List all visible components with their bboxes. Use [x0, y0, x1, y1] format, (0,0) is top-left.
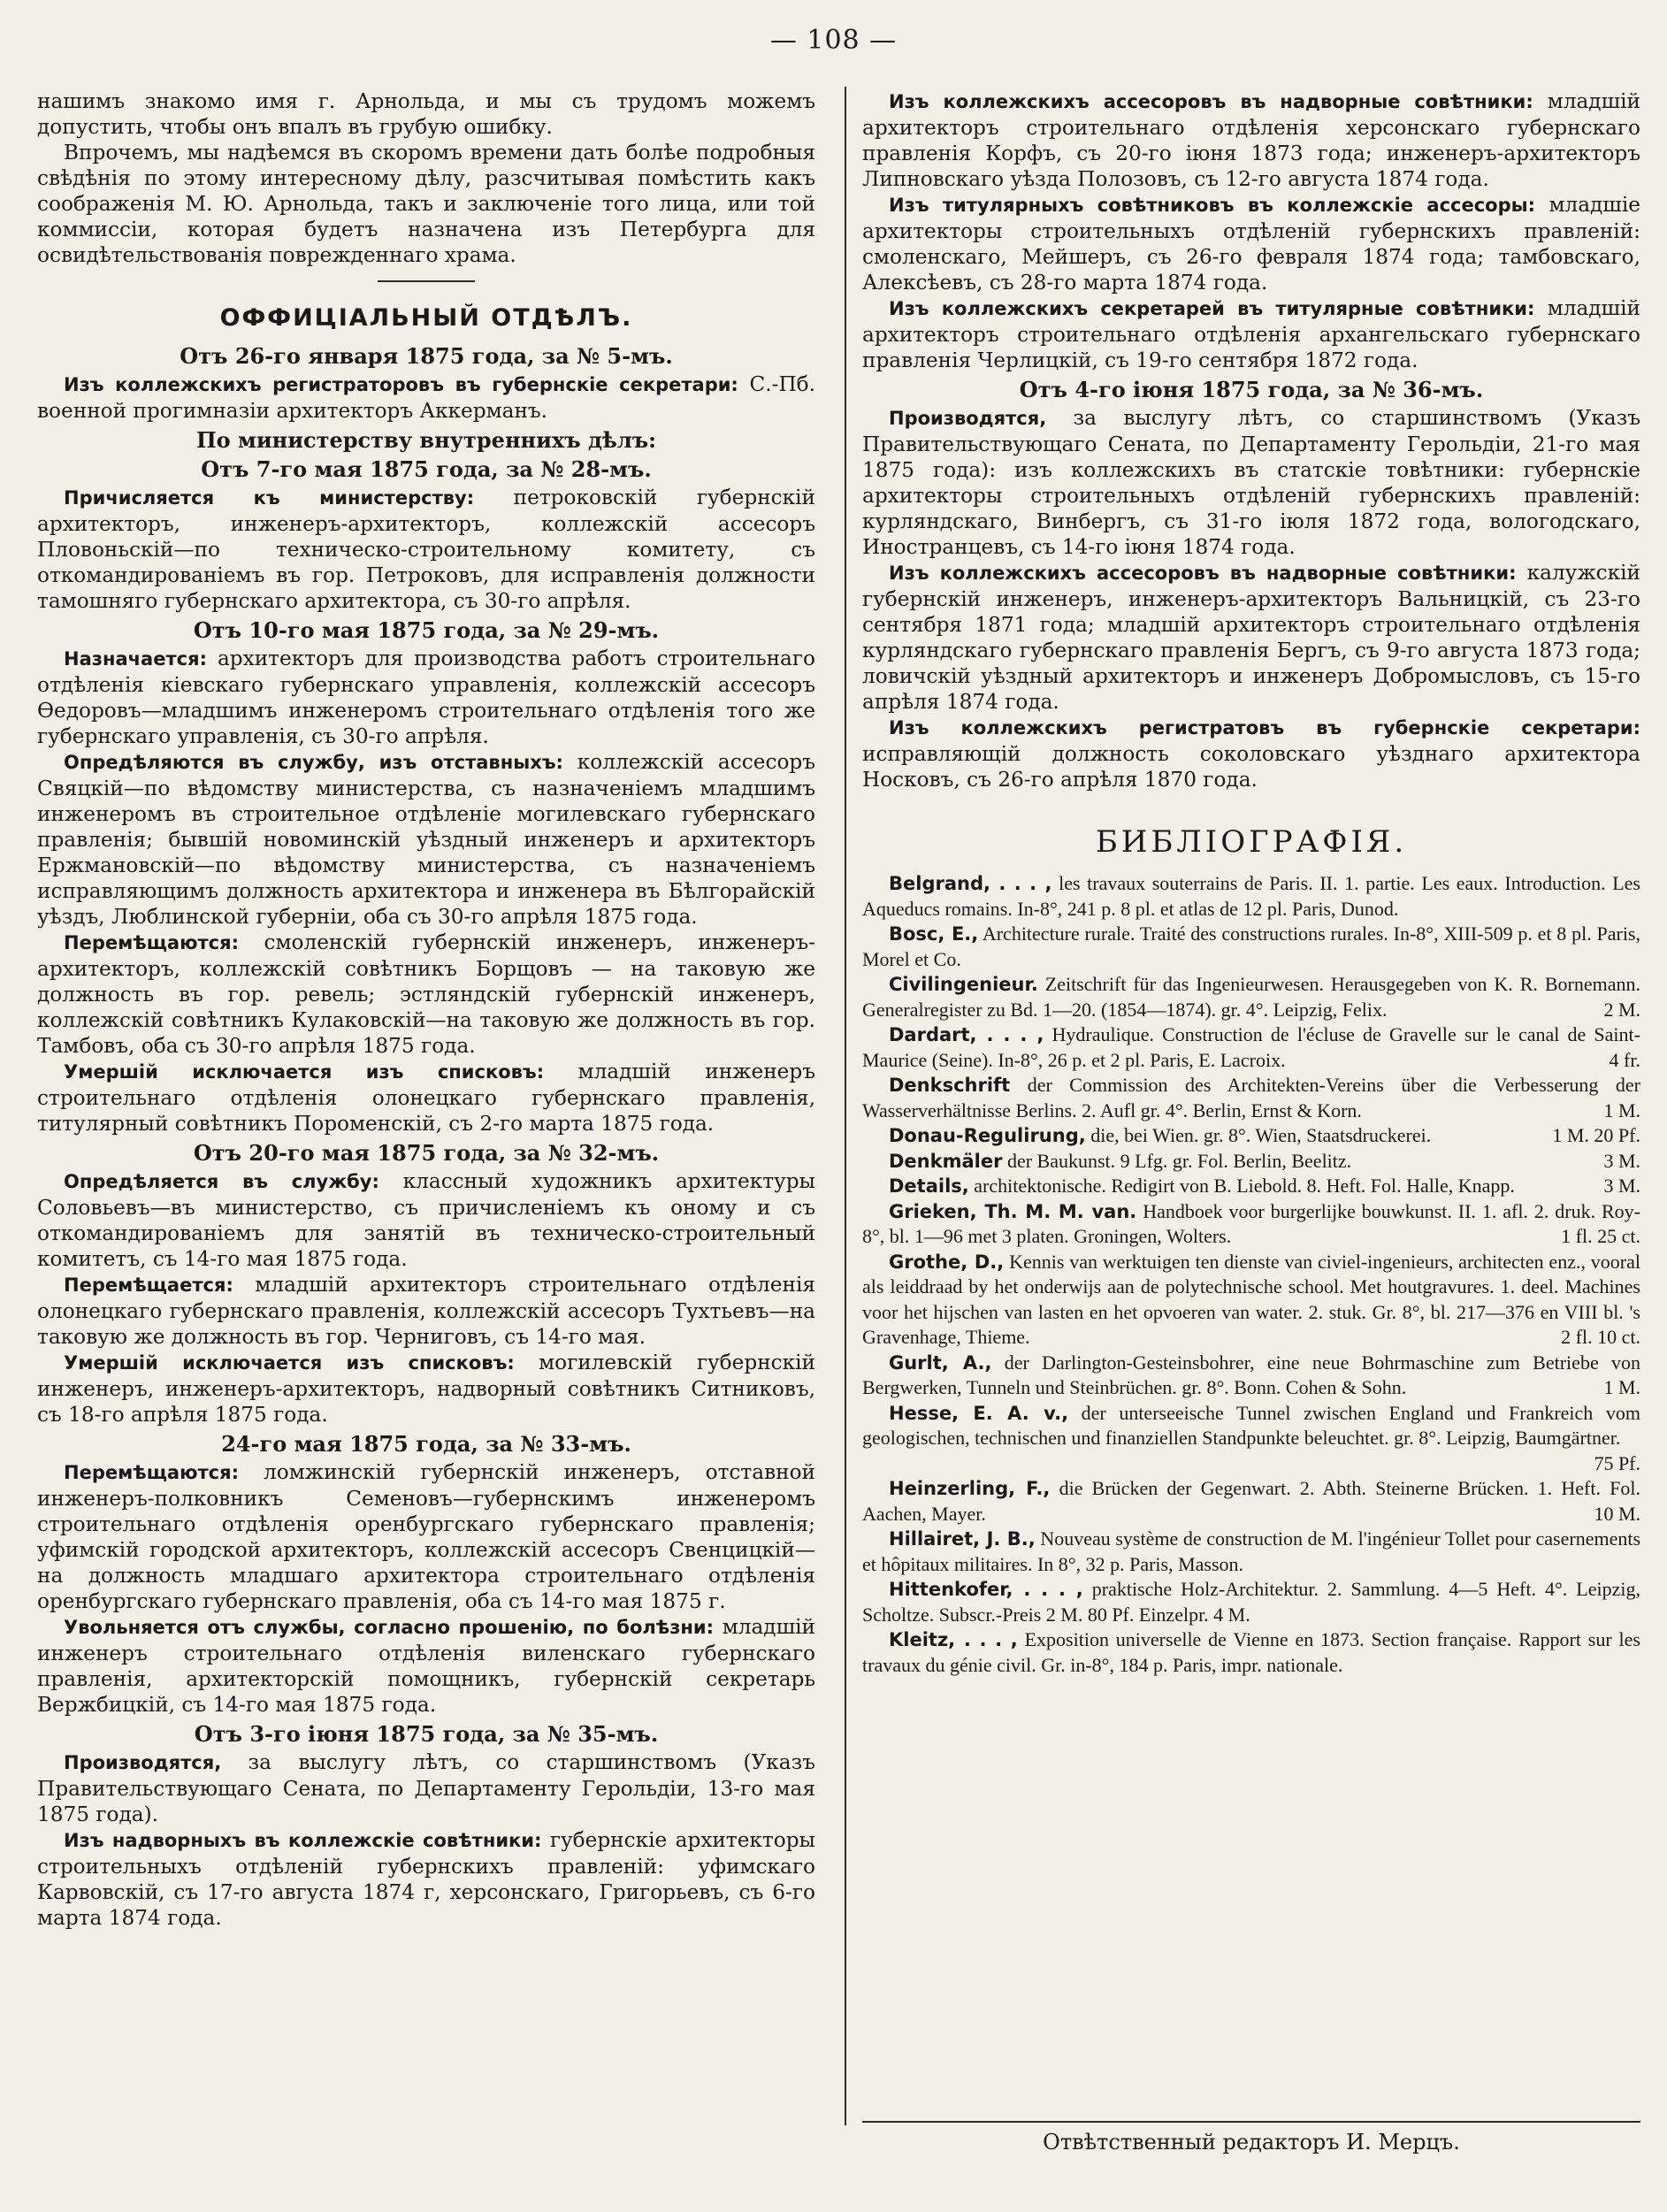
order-paragraph [862, 560, 1640, 715]
bibliography-author: Dardart, . . . , [889, 1024, 1044, 1045]
order-heading: Отъ 26-го января 1875 года, за № 5-мъ. [180, 343, 673, 369]
paragraph-text: могилевскій губернскій инженеръ, инженеръ-архитекторъ, надворный совѣтникъ Ситниковъ, съ 18-го апрѣля 1875 года. [37, 1351, 815, 1427]
bibliography-entry [862, 1199, 1640, 1250]
paragraph-text: классный художникъ архитектуры Соловьевъ—въ министерство, съ причисленіемъ къ оному и съ откомандированіемъ для занятій въ техническо-строительный комитетъ, съ 14-го мая 1875 года. [37, 1169, 815, 1271]
bibliography-text: Handboek voor burgerlijke bouwkunst. II. 1. afl. 2. druk. Roy-8°, bl. 1—96 met 3 platen. Groningen, Wolters. [862, 1199, 1641, 1247]
paragraph-lead: Изъ коллежскихъ ассесоровъ въ надворные совѣтники: [889, 563, 1517, 584]
bibliography-text: Hydraulique. Construction de l'écluse de Gravelle sur le canal de Saint-Maurice (Seine). In-8°, 26 p. et 2 pl. Paris, E. Lacroix. [862, 1023, 1640, 1071]
bibliography-price: 1 M. 20 Pf. [1552, 1124, 1640, 1146]
paragraph-lead: Умершій исключается изъ списковъ: [64, 1061, 545, 1083]
paragraph-lead: Опредѣляется въ службу: [64, 1171, 379, 1192]
paragraph-lead: Умершій исключается изъ списковъ: [64, 1352, 515, 1374]
bibliography-author: Hillairet, J. B., [889, 1528, 1036, 1550]
bibliography-price: 1 fl. 25 ct. [1561, 1225, 1640, 1247]
bibliography-author: Denkmäler [889, 1150, 1003, 1172]
bibliography-price: 10 M. [1594, 1502, 1640, 1525]
paragraph-lead: Изъ надворныхъ въ коллежскіе совѣтники: [64, 1830, 542, 1851]
order-paragraph [37, 1614, 815, 1718]
bibliography-entry [862, 1476, 1640, 1527]
bibliography-text: Nouveau système de construction de M. l'ingénieur Tollet pour casernements et hôpitaux militaires. In 8°, 32 p. Paris, Masson. [862, 1527, 1641, 1575]
order-paragraph [862, 405, 1640, 560]
bibliography-price: 3 M. [1603, 1149, 1640, 1172]
paragraph-text: младшіе архитекторы строительныхъ отдѣленій губернскихъ правленій: смоленскаго, Мейшеръ, съ 26-го февраля 1874 года; тамбовскаго, Алексѣевъ, съ 28-го марта 1874 года. [862, 193, 1641, 295]
order-heading: Отъ 10-го мая 1875 года, за № 29-мъ. [193, 617, 660, 643]
paragraph-text: смоленскій губернскій инженеръ, инженеръ-архитекторъ, коллежскій совѣтникъ Борщовъ — на таковую же должность въ гор. ревель; эстляндскій губернскій инженеръ, коллежскій совѣтникъ Кулаковскій—на таковую же должность въ гор. Тамбовъ, оба съ 30-го апрѣля 1875 года. [37, 930, 815, 1058]
bibliography-text: der Baukunst. 9 Lfg. gr. Fol. Berlin, Beelitz. [1002, 1149, 1352, 1172]
order-paragraph [862, 88, 1640, 192]
bibliography-entry [862, 1123, 1640, 1149]
order-heading: Отъ 7-го мая 1875 года, за № 28-мъ. [201, 456, 652, 482]
bibliography-price: 3 M. [1603, 1175, 1640, 1197]
bibliography-entry [862, 1527, 1640, 1577]
bibliography-text: Kennis van werktuigen ten dienste van civiel-ingenieurs, architecten enz., vooral als leiddraad by het onderwijs aan de polytechnische school. Met houtgravures. 1. deel. Machines voor het hijschen van lasten en het opvoeren van water. 2. stuk. Gr. 8°, bl. 217—376 en VIII bl. 's Gravenhage, Thieme. [862, 1250, 1640, 1348]
order-paragraph [37, 749, 815, 930]
bibliography-text: Architecture rurale. Traité des constructions rurales. In-8°, XIII-509 p. et 8 pl. Paris, Morel et Co. [862, 922, 1640, 970]
bibliography-author: Kleitz, . . . , [889, 1629, 1018, 1650]
bibliography-text: der Darlington-Gesteinsbohrer, eine neue Bohrmaschine zum Betriebe von Bergwerken, Tunneln und Steinbrüchen. gr. 8°. Bonn. Cohen & Sohn. [862, 1351, 1640, 1398]
bibliography-text: Zeitschrift für das Ingenieurwesen. Herausgegeben von K. R. Bornemann. Generalregister zu Bd. 1—20. (1854—1874). gr. 4°. Leipzig, Felix. [862, 973, 1640, 1021]
right-column [862, 88, 1640, 1678]
paragraph-text: архитекторъ для производства работъ строительнаго отдѣленія кіевскаго губернскаго управленія, коллежскій ассесоръ Өедоровъ—младшимъ инженеромъ строительнаго отдѣленія того же губернскаго управленія, съ 30-го апрѣля. [37, 647, 815, 748]
bibliography-author: Grothe, D., [889, 1251, 1005, 1273]
order-paragraph [37, 1272, 815, 1350]
bibliography-text: Exposition universelle de Vienne en 1873. Section française. Rapport sur les travaux du génie civil. Gr. in-8°, 184 p. Paris, impr. nationale. [862, 1628, 1640, 1676]
section-title: ОФФИЦІАЛЬНЫЙ ОТДѢЛЪ. [219, 304, 633, 332]
order-paragraph [37, 485, 815, 614]
paragraph-lead: Производятся, [889, 408, 1047, 429]
bibliography-entry [862, 1250, 1640, 1351]
order-paragraph [37, 1827, 815, 1931]
bibliography-author: Hittenkofer, . . . , [889, 1579, 1083, 1600]
left-blocks [37, 343, 815, 1931]
paragraph-text: коллежскій ассесоръ Свяцкій—по вѣдомству министерства, съ назначеніемъ младшимъ инженеромъ въ строительное отдѣленіе могилевскаго губернскаго правленія; бывшій новоминскій уѣздный инженеръ и архитекторъ Ержмановскій—по вѣдомству министерства, съ назначеніемъ исправляющимъ должность архитектора и инженера въ Бѣлгорайскій уѣздъ, Люблинской губерніи, оба съ 30-го апрѣля 1875 года. [37, 750, 815, 929]
bibliography-author: Details, [889, 1175, 969, 1197]
paragraph-lead: Изъ коллежскихъ регистраторовъ въ губернскіе секретари: [64, 374, 738, 395]
paragraph-text: калужскій губернскій инженеръ, инженеръ-архитекторъ Вальницкій, съ 23-го сентября 1871 года; младшій архитекторъ строительнаго отдѣленія курляндскаго губернскаго правленія Бергъ, съ 9-го августа 1873 года; ловичскій уѣздный архитекторъ и инженеръ Добромысловъ, съ 15-го апрѣля 1874 года. [862, 561, 1640, 714]
intro-text [37, 88, 815, 268]
bibliography-entry [862, 972, 1640, 1022]
order-heading: Отъ 3-го іюня 1875 года, за № 35-мъ. [194, 1721, 659, 1747]
bibliography-author: Belgrand, . . . , [889, 873, 1052, 894]
bibliography-author: Hesse, E. A. v., [889, 1402, 1069, 1424]
left-column [37, 88, 815, 1931]
order-heading: По министерству внутреннихъ дѣлъ: [195, 427, 657, 453]
paragraph-text: младшій инженеръ строительнаго отдѣленія олонецкаго губернскаго правленія, титулярный совѣтникъ Пороменскій, съ 2-го марта 1875 года. [37, 1060, 815, 1136]
bibliography-price: 4 fr. [1609, 1048, 1640, 1071]
separator-rule [378, 280, 475, 282]
order-paragraph [37, 930, 815, 1059]
order-paragraph [37, 1168, 815, 1272]
order-heading: 24-го мая 1875 года, за № 33-мъ. [221, 1431, 631, 1457]
bibliography-text: der Commission des Architekten-Vereins über die Verbesserung der Wasserverhältnisse Berlins. 2. Aufl gr. 4°. Berlin, Ernst & Korn. [862, 1074, 1640, 1121]
paragraph-text: младшій архитекторъ строительнаго отдѣленія олонецкаго губернскаго правленія, коллежскій ассесоръ Тухтьевъ—на таковую же должность въ гор. Черниговъ, съ 14-го мая. [37, 1273, 815, 1349]
bibliography-author: Denkschrift [889, 1075, 1011, 1096]
paragraph-text: губернскіе архитекторы строительныхъ отдѣленій губернскихъ правленій: уфимскаго Карвовскій, съ 17-го августа 1874 г, херсонскаго, Григорьевъ, съ 6-го марта 1874 года. [37, 1828, 815, 1930]
bibliography-text: architektonische. Redigirt von B. Liebold. 8. Heft. Fol. Halle, Knapp. [968, 1175, 1515, 1197]
bibliography-text: die Brücken der Gegenwart. 2. Abth. Steinerne Brücken. 1. Heft. Fol. Aachen, Mayer. [862, 1477, 1641, 1525]
column-divider [845, 87, 846, 2125]
paragraph-lead: Причисляется къ министерству: [64, 487, 475, 509]
bibliography-text: die, bei Wien. gr. 8°. Wien, Staatsdruckerei. [1085, 1124, 1432, 1146]
bibliography-text: les travaux souterrains de Paris. II. 1. partie. Les eaux. Introduction. Les Aqueducs romains. In-8°, 241 p. 8 pl. et atlas de 12 pl. Paris, Dunod. [862, 872, 1640, 920]
paragraph-lead: Производятся, [64, 1752, 222, 1773]
footer-rule [862, 2121, 1640, 2123]
order-paragraph [862, 295, 1640, 373]
order-paragraph [37, 646, 815, 749]
order-paragraph [862, 192, 1640, 295]
bibliography-list [862, 871, 1640, 1678]
paragraph-lead: Перемѣщается: [64, 1274, 233, 1296]
order-paragraph [37, 1059, 815, 1137]
bibliography-author: Heinzerling, F., [889, 1478, 1051, 1499]
paragraph-text: за выслугу лѣтъ, со старшинствомъ (Указъ Правительствующаго Сената, по Департаменту Герольдіи, 21-го мая 1875 года): изъ коллежскихъ въ статскіе товѣтники: губернскіе архитекторы строительныхъ отдѣленій губернскихъ правленій: курляндскаго, Винбергъ, съ 31-го іюля 1872 года, вологодскаго, Иностранцевъ, съ 14-го іюня 1874 года. [862, 406, 1640, 559]
paragraph-lead: Изъ коллежскихъ ассесоровъ въ надворные совѣтники: [889, 91, 1533, 112]
order-heading: Отъ 20-го мая 1875 года, за № 32-мъ. [193, 1140, 660, 1166]
bibliography-price: 2 M. [1603, 998, 1640, 1021]
order-paragraph [37, 1749, 815, 1827]
bibliography-author: Grieken, Th. M. M. van. [889, 1200, 1137, 1222]
paragraph-lead: Изъ коллежскихъ регистратовъ въ губернскіе секретари: [889, 717, 1640, 739]
paragraph-lead: Изъ коллежскихъ секретарей въ титулярные совѣтники: [889, 298, 1535, 319]
bibliography-entry [862, 871, 1640, 922]
bibliography-author: Gurlt, A., [889, 1351, 992, 1374]
bibliography-entry [862, 1401, 1640, 1477]
bibliography-entry [862, 1627, 1640, 1678]
order-paragraph [37, 1350, 815, 1427]
order-paragraph [37, 371, 815, 424]
paragraph-text: исправляющій должность соколовскаго уѣзднаго архитектора Носковъ, съ 26-го апрѣля 1870 года. [862, 742, 1640, 792]
paragraph-text: ломжинскій губернскій инженеръ, отставной инженеръ-полковникъ Семеновъ—губернскимъ инженеромъ строительнаго отдѣленія оренбургскаго губернскаго правленія; уфимскій городской архитекторъ, коллежскій ассесоръ Свенцицкій—на должность младшаго архитектора строительнаго отдѣленія оренбургскаго губернскаго правленія, оба съ 14-го мая 1875 г. [37, 1460, 815, 1613]
bibliography-text: praktische Holz-Architektur. 2. Sammlung. 4—5 Heft. 4°. Leipzig, Scholtze. Subscr.-Preis 2 M. 80 Pf. Einzelpr. 4 M. [862, 1578, 1640, 1626]
paragraph-text: за выслугу лѣтъ, со старшинствомъ (Указъ Правительствующаго Сената, по Департаменту Герольдіи, 13-го мая 1875 года). [37, 1750, 815, 1826]
paragraph-lead: Назначается: [64, 648, 207, 670]
intro-paragraph: Впрочемъ, мы надѣемся въ скоромъ времени дать болѣе подробныя свѣдѣнія по этому интересному дѣлу, разсчитывая помѣстить какъ соображенія М. Ю. Арнольда, такъ и заключеніе того лица, или той коммиссіи, которая будетъ назначена изъ Петербурга для освидѣтельствованія поврежденнаго храма. [37, 141, 815, 267]
paragraph-text: младшій архитекторъ строительнаго отдѣленія херсонскаго губернскаго правленія Корфъ, съ 20-го іюня 1873 года; инженеръ-архитекторъ Липновскаго уѣзда Полозовъ, съ 12-го августа 1874 года. [862, 89, 1640, 191]
bibliography-entry [862, 1577, 1640, 1627]
bibliography-price: 2 fl. 10 ct. [1561, 1326, 1640, 1348]
paragraph-text: младшій архитекторъ строительнаго отдѣленія архангельскаго губернскаго правленія Черлицкій, съ 19-го сентября 1872 года. [862, 296, 1640, 372]
right-blocks [862, 88, 1640, 792]
bibliography-author: Civilingenieur. [889, 974, 1038, 995]
bibliography-entry [862, 1149, 1640, 1175]
paragraph-lead: Изъ титулярныхъ совѣтниковъ въ коллежскіе ассесоры: [889, 195, 1536, 216]
paragraph-lead: Перемѣщаются: [64, 932, 240, 953]
page-number: — 108 — [769, 25, 898, 56]
bibliography-price: 1 M. [1603, 1376, 1640, 1398]
paragraph-text: петроковскій губернскій архитекторъ, инженеръ-архитекторъ, коллежскій ассесоръ Пловоньскій—по техническо-строительному комитету, съ откомандированіемъ въ гор. Петроковъ, для исправленія должности тамошняго губернскаго архитектора, съ 30-го апрѣля. [37, 486, 816, 613]
bibliography-price: 1 M. [1603, 1098, 1640, 1121]
bibliography-author: Donau-Regulirung, [889, 1125, 1086, 1146]
bibliography-title: БИБЛІОГРАФІЯ. [1095, 824, 1408, 860]
editor-line: Отвѣтственный редакторъ И. Мерцъ. [1043, 2130, 1460, 2155]
paragraph-text: младшій инженеръ строительнаго отдѣленія виленскаго губернскаго правленія, архитекторскій помощникъ, губернскій секретарь Вержбицкій, съ 14-го мая 1875 года. [37, 1615, 816, 1717]
bibliography-entry [862, 1174, 1640, 1199]
bibliography-entry [862, 1351, 1640, 1401]
intro-paragraph: нашимъ знакомо имя г. Арнольда, и мы съ трудомъ можемъ допустить, чтобы онъ впалъ въ грубую ошибку. [37, 89, 815, 139]
order-heading: Отъ 4-го іюня 1875 года, за № 36-мъ. [1019, 377, 1484, 402]
paragraph-text: С.-Пб. военной прогимназіи архитекторъ Аккерманъ. [37, 372, 816, 423]
paragraph-lead: Увольняется отъ службы, согласно прошенію, по болѣзни: [64, 1617, 715, 1638]
order-paragraph [862, 715, 1640, 792]
paragraph-lead: Перемѣщаются: [64, 1462, 240, 1483]
bibliography-entry [862, 922, 1640, 972]
bibliography-entry [862, 1073, 1640, 1123]
bibliography-entry [862, 1022, 1640, 1073]
bibliography-text: der unterseeische Tunnel zwischen England und Frankreich vom geologischen, technischen und finanziellen Standpunkte beleuchtet. gr. 8°. Leipzig, Baumgärtner. [862, 1401, 1640, 1449]
paragraph-lead: Опредѣляются въ службу, изъ отставныхъ: [64, 752, 563, 773]
bibliography-author: Bosc, E., [889, 923, 979, 945]
order-paragraph [37, 1459, 815, 1614]
bibliography-price: 75 Pf. [1594, 1451, 1640, 1474]
